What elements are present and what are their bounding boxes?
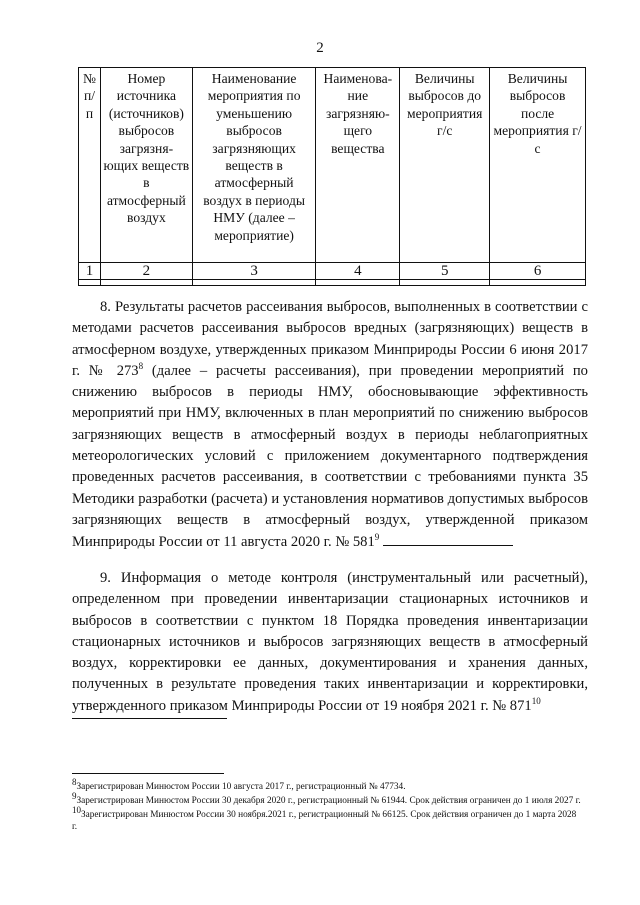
footnote-ref-10: 10 bbox=[531, 695, 541, 706]
footnote-9 bbox=[72, 790, 582, 807]
table-header-row bbox=[79, 68, 586, 263]
paragraph-9 bbox=[72, 568, 588, 717]
number-cell: 2 bbox=[100, 263, 192, 280]
footnote-mark: 10 bbox=[72, 804, 81, 815]
header-cell-substance: Наименова-ние загрязняю-щего вещества bbox=[316, 68, 400, 263]
footnote-10 bbox=[72, 804, 582, 833]
paragraph-8-text-continued: (далее – расчеты рассеивания), при проведении мероприятий по снижению выбросов в периоды НМУ, обосновывающие эффективность мероприятий при НМУ, включенных в план мероприятий по снижению выбросов загрязняющих веществ в атмосферный воздух в периоды неблагоприятных метеорологических условий с приложением документарного подтверждения проведенных расчетов рассеивания, в соответствии с требованиями пункта 35 Методики разработки (расчета) и установления нормативов допустимых выбросов загрязняющих веществ в атмосферный воздух, утвержденной приказом Минприроды России от 11 августа 2020 г. № 581 bbox=[72, 362, 588, 551]
paragraph-9-text: 9. Информация о методе контроля (инструментальный или расчетный), определенном при проведении инвентаризации стационарных источников и выбросов в соответствии с пунктом 18 Порядка проведения инвентаризации стационарных источников и выбросов загрязняющих веществ в атмосферный воздух, корректировки ее данных, документирования и хранения данных, полученных в результате проведения таких инвентаризации и корректировки, утвержденного приказом Минприроды России от 19 ноября 2021 г. № 871 bbox=[72, 570, 588, 714]
table-empty-row bbox=[79, 280, 586, 286]
footnote-text: Зарегистрирован Минюстом России 30 декабря 2020 г., регистрационный № 61944. Срок действия ограничен до 1 июля 2027 г. bbox=[76, 796, 581, 806]
footnote-ref-9: 9 bbox=[374, 532, 380, 543]
header-cell-number: № п/п bbox=[79, 68, 101, 263]
number-cell: 3 bbox=[192, 263, 316, 280]
number-cell: 1 bbox=[79, 263, 101, 280]
header-cell-measure: Наименование мероприятия по уменьшению выбросов загрязняющих веществ в атмосферный воздух в периоды НМУ (далее – мероприятие) bbox=[192, 68, 316, 263]
number-cell: 4 bbox=[316, 263, 400, 280]
header-cell-emissions-before: Величины выбросов до мероприятия г/с bbox=[400, 68, 490, 263]
number-cell: 5 bbox=[400, 263, 490, 280]
footnotes bbox=[72, 776, 582, 835]
number-cell: 6 bbox=[490, 263, 586, 280]
footnote-text: Зарегистрирован Минюстом России 10 августа 2017 г., регистрационный № 47734. bbox=[76, 782, 406, 792]
paragraph-8-text: 8. Результаты расчетов рассеивания выбросов, выполненных в соответствии с методами расчетов рассеивания выбросов вредных (загрязняющих) веществ в атмосферном воздухе, утвержденных приказом Минприроды России 6 июня 2017 г. № 273 bbox=[72, 299, 588, 379]
paragraph-8 bbox=[72, 297, 588, 554]
footnote-mark: 9 bbox=[72, 790, 77, 801]
footnote-separator-upper bbox=[72, 718, 227, 719]
footnote-text: Зарегистрирован Минюстом России 30 ноября.2021 г., регистрационный № 66125. Срок действия ограничен до 1 марта 2028 г. bbox=[72, 810, 577, 832]
header-cell-source: Номер источника (источников) выбросов загрязня-ющих веществ в атмосферный воздух bbox=[100, 68, 192, 263]
footnote-mark: 8 bbox=[72, 776, 77, 787]
footnote-8 bbox=[72, 776, 582, 793]
header-cell-emissions-after: Величины выбросов после мероприятия г/с bbox=[490, 68, 586, 263]
emissions-table bbox=[78, 67, 586, 286]
footnote-ref-8: 8 bbox=[138, 361, 144, 372]
blank-line bbox=[383, 531, 513, 546]
footnote-separator bbox=[72, 773, 224, 774]
page-number: 2 bbox=[316, 40, 324, 56]
table-number-row bbox=[79, 263, 586, 280]
